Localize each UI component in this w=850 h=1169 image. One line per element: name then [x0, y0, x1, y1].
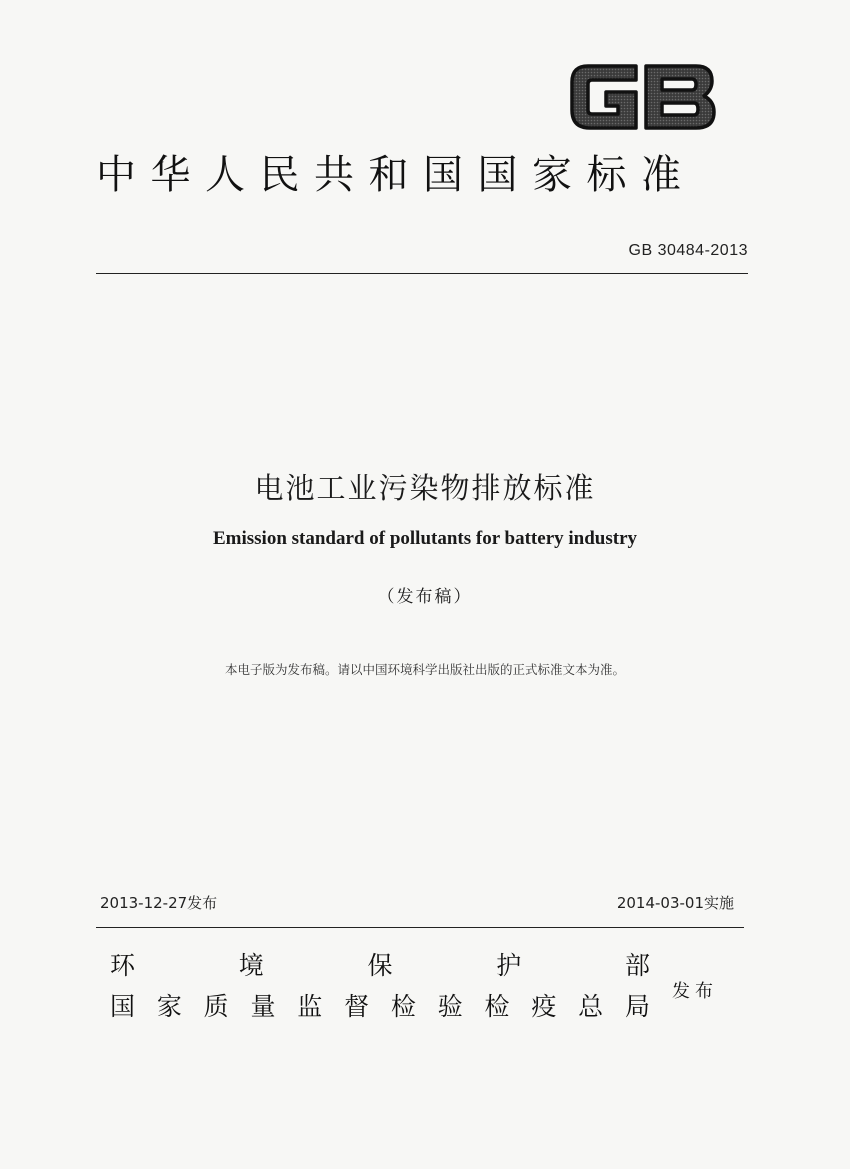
- issuer-char: 总: [578, 992, 604, 1021]
- effective-date: 2014-03-01实施: [616, 894, 734, 912]
- issuer-char: 检: [390, 992, 416, 1021]
- standard-number: GB 30484-2013: [628, 242, 748, 259]
- document-title-en: Emission standard of pollutants for battery industry: [212, 528, 638, 549]
- issuer-aqsiq: [110, 987, 650, 1023]
- document-title-cn: 电池工业污染物排放标准: [254, 471, 596, 505]
- issuer-char: 质: [203, 992, 229, 1021]
- issuer-char: 疫: [531, 992, 557, 1021]
- gb-logo-icon: [566, 56, 718, 136]
- issuer-char: 国: [110, 992, 136, 1021]
- publish-label: 发布: [672, 981, 718, 1002]
- issuer-char: 督: [344, 992, 370, 1021]
- bottom-divider: [96, 927, 744, 928]
- national-standard-title: 中华人民共和国国家标准: [96, 152, 696, 198]
- issuer-char: 护: [496, 951, 522, 980]
- issuer-char: 环: [110, 951, 136, 980]
- issuer-char: 验: [437, 992, 463, 1021]
- issue-date: 2013-12-27发布: [100, 894, 218, 912]
- draft-label: （发布稿）: [377, 587, 473, 607]
- issuer-ministry-environment: [110, 946, 650, 982]
- top-divider: [96, 273, 748, 274]
- release-notice: 本电子版为发布稿。请以中国环境科学出版社出版的正式标准文本为准。: [224, 662, 625, 677]
- issuer-char: 局: [624, 992, 650, 1021]
- issuer-char: 检: [484, 992, 510, 1021]
- issuer-char: 家: [156, 992, 182, 1021]
- issuer-char: 监: [297, 992, 323, 1021]
- issuer-char: 量: [250, 992, 276, 1021]
- issuer-char: 保: [367, 951, 393, 980]
- issuer-char: 境: [238, 951, 264, 980]
- issuer-char: 部: [624, 951, 650, 980]
